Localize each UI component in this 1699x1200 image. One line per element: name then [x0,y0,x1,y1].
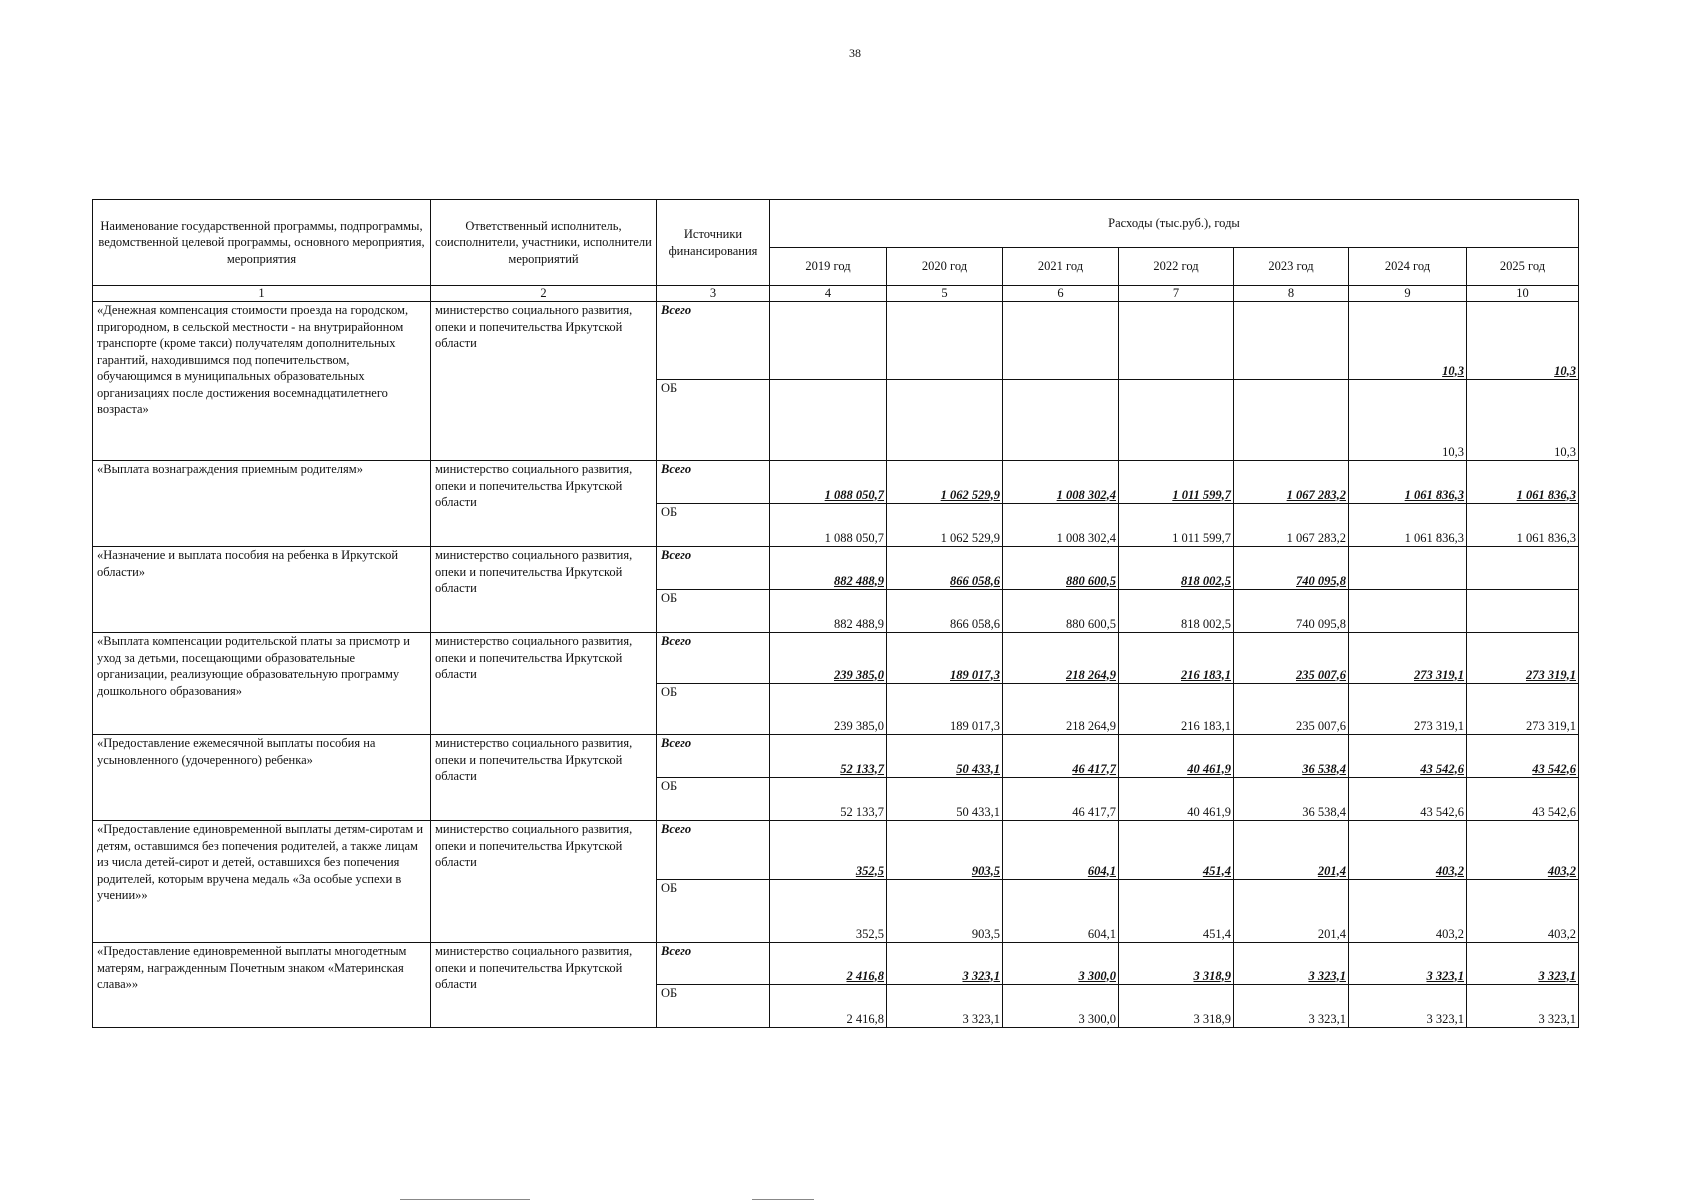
ob-value-cell: 3 300,0 [1003,985,1119,1028]
header-program-name: Наименование государственной программы, подпрограммы, ведомственной целевой программы, основного мероприятия, мероприятия [93,200,431,286]
total-value-cell: 403,2 [1349,821,1467,880]
table-body [93,302,1579,1028]
header-year: 2022 год [1119,248,1234,286]
table-row-total [93,461,1579,504]
ob-value-cell: 50 433,1 [887,778,1003,821]
header-year: 2023 год [1234,248,1349,286]
executor-name: министерство социального развития, опеки и попечительства Иркутской области [431,735,657,821]
source-ob-label: ОБ [657,684,770,735]
ob-value-cell: 880 600,5 [1003,590,1119,633]
source-ob-label: ОБ [657,504,770,547]
ob-value-cell: 43 542,6 [1467,778,1579,821]
ob-value-cell: 189 017,3 [887,684,1003,735]
table-row-total [93,943,1579,985]
total-value-cell [887,302,1003,380]
total-value-cell: 273 319,1 [1349,633,1467,684]
ob-value-cell: 818 002,5 [1119,590,1234,633]
ob-value-cell: 740 095,8 [1234,590,1349,633]
ob-value-cell: 239 385,0 [770,684,887,735]
ob-value-cell: 3 323,1 [1467,985,1579,1028]
column-number: 1 [93,286,431,302]
budget-table [92,199,1579,1028]
total-value-cell: 1 088 050,7 [770,461,887,504]
table-row-total [93,735,1579,778]
total-value-cell: 3 323,1 [887,943,1003,985]
measure-name: «Предоставление ежемесячной выплаты пособия на усыновленного (удочеренного) ребенка» [93,735,431,821]
total-value-cell: 903,5 [887,821,1003,880]
ob-value-cell: 882 488,9 [770,590,887,633]
source-total-label: Всего [657,547,770,590]
total-value-cell [770,302,887,380]
ob-value-cell: 36 538,4 [1234,778,1349,821]
ob-value-cell: 451,4 [1119,880,1234,943]
total-value-cell: 43 542,6 [1349,735,1467,778]
source-ob-label: ОБ [657,590,770,633]
total-value-cell: 10,3 [1349,302,1467,380]
ob-value-cell [1234,380,1349,461]
column-number: 7 [1119,286,1234,302]
ob-value-cell: 903,5 [887,880,1003,943]
source-total-label: Всего [657,461,770,504]
total-value-cell: 1 061 836,3 [1467,461,1579,504]
source-total-label: Всего [657,735,770,778]
total-value-cell: 189 017,3 [887,633,1003,684]
total-value-cell: 740 095,8 [1234,547,1349,590]
total-value-cell: 1 061 836,3 [1349,461,1467,504]
ob-value-cell: 3 323,1 [1234,985,1349,1028]
ob-value-cell: 235 007,6 [1234,684,1349,735]
source-ob-label: ОБ [657,880,770,943]
total-value-cell: 3 323,1 [1234,943,1349,985]
ob-value-cell: 40 461,9 [1119,778,1234,821]
measure-name: «Денежная компенсация стоимости проезда на городском, пригородном, в сельской местности - на внутрирайонном транспорте (кроме такси) получателям дополнительных гарантий, находившимся под попечительством, обучающимся в муниципальных образовательных организациях после достижения восемнадцатилетнего возраста» [93,302,431,461]
header-year: 2020 год [887,248,1003,286]
ob-value-cell [770,380,887,461]
source-ob-label: ОБ [657,380,770,461]
ob-value-cell [1349,590,1467,633]
executor-name: министерство социального развития, опеки и попечительства Иркутской области [431,547,657,633]
header-year: 2024 год [1349,248,1467,286]
source-ob-label: ОБ [657,778,770,821]
source-total-label: Всего [657,943,770,985]
total-value-cell: 40 461,9 [1119,735,1234,778]
header-year: 2021 год [1003,248,1119,286]
total-value-cell: 818 002,5 [1119,547,1234,590]
column-number: 5 [887,286,1003,302]
ob-value-cell: 43 542,6 [1349,778,1467,821]
total-value-cell: 10,3 [1467,302,1579,380]
source-ob-label: ОБ [657,985,770,1028]
total-value-cell: 1 011 599,7 [1119,461,1234,504]
header-expenses: Расходы (тыс.руб.), годы [770,200,1579,248]
total-value-cell [1119,302,1234,380]
column-number: 4 [770,286,887,302]
header-sources: Источники финансирования [657,200,770,286]
ob-value-cell: 201,4 [1234,880,1349,943]
executor-name: министерство социального развития, опеки и попечительства Иркутской области [431,943,657,1028]
total-value-cell: 604,1 [1003,821,1119,880]
column-number: 8 [1234,286,1349,302]
ob-value-cell [1119,380,1234,461]
source-total-label: Всего [657,302,770,380]
column-number-row [93,286,1579,302]
header-year: 2025 год [1467,248,1579,286]
total-value-cell: 46 417,7 [1003,735,1119,778]
page-number: 38 [849,46,861,60]
total-value-cell: 216 183,1 [1119,633,1234,684]
total-value-cell: 1 067 283,2 [1234,461,1349,504]
header-executor: Ответственный исполнитель, соисполнители, участники, исполнители мероприятий [431,200,657,286]
total-value-cell: 52 133,7 [770,735,887,778]
total-value-cell: 235 007,6 [1234,633,1349,684]
ob-value-cell: 1 008 302,4 [1003,504,1119,547]
table-row-total [93,547,1579,590]
ob-value-cell: 3 318,9 [1119,985,1234,1028]
total-value-cell: 43 542,6 [1467,735,1579,778]
total-value-cell [1349,547,1467,590]
ob-value-cell: 216 183,1 [1119,684,1234,735]
total-value-cell: 218 264,9 [1003,633,1119,684]
total-value-cell: 882 488,9 [770,547,887,590]
ob-value-cell: 866 058,6 [887,590,1003,633]
ob-value-cell: 273 319,1 [1349,684,1467,735]
measure-name: «Выплата вознаграждения приемным родителям» [93,461,431,547]
column-number: 10 [1467,286,1579,302]
total-value-cell: 866 058,6 [887,547,1003,590]
executor-name: министерство социального развития, опеки и попечительства Иркутской области [431,633,657,735]
total-value-cell: 3 323,1 [1467,943,1579,985]
total-value-cell: 880 600,5 [1003,547,1119,590]
table-row-total [93,302,1579,380]
total-value-cell: 3 300,0 [1003,943,1119,985]
total-value-cell: 273 319,1 [1467,633,1579,684]
total-value-cell: 50 433,1 [887,735,1003,778]
table-row-total [93,821,1579,880]
measure-name: «Предоставление единовременной выплаты многодетным матерям, награжденным Почетным знаком «Материнская слава»» [93,943,431,1028]
ob-value-cell: 1 067 283,2 [1234,504,1349,547]
ob-value-cell: 3 323,1 [887,985,1003,1028]
ob-value-cell: 10,3 [1467,380,1579,461]
source-total-label: Всего [657,821,770,880]
ob-value-cell: 403,2 [1349,880,1467,943]
header-year: 2019 год [770,248,887,286]
ob-value-cell: 3 323,1 [1349,985,1467,1028]
table-row-total [93,633,1579,684]
total-value-cell: 403,2 [1467,821,1579,880]
total-value-cell [1003,302,1119,380]
executor-name: министерство социального развития, опеки и попечительства Иркутской области [431,821,657,943]
total-value-cell: 239 385,0 [770,633,887,684]
executor-name: министерство социального развития, опеки и попечительства Иркутской области [431,461,657,547]
executor-name: министерство социального развития, опеки и попечительства Иркутской области [431,302,657,461]
ob-value-cell: 1 061 836,3 [1467,504,1579,547]
total-value-cell: 1 008 302,4 [1003,461,1119,504]
total-value-cell: 3 323,1 [1349,943,1467,985]
ob-value-cell: 1 088 050,7 [770,504,887,547]
total-value-cell [1234,302,1349,380]
ob-value-cell [887,380,1003,461]
ob-value-cell [1467,590,1579,633]
total-value-cell: 201,4 [1234,821,1349,880]
ob-value-cell: 218 264,9 [1003,684,1119,735]
measure-name: «Предоставление единовременной выплаты детям-сиротам и детям, оставшимся без попечения родителей, а также лицам из числа детей-сирот и детей, оставшихся без попечения родителей, которым вручена медаль «За особые успехи в учении»» [93,821,431,943]
total-value-cell: 2 416,8 [770,943,887,985]
ob-value-cell: 1 011 599,7 [1119,504,1234,547]
ob-value-cell: 2 416,8 [770,985,887,1028]
ob-value-cell: 403,2 [1467,880,1579,943]
ob-value-cell: 52 133,7 [770,778,887,821]
table-header [93,200,1579,302]
total-value-cell: 352,5 [770,821,887,880]
ob-value-cell [1003,380,1119,461]
column-number: 2 [431,286,657,302]
measure-name: «Выплата компенсации родительской платы за присмотр и уход за детьми, посещающими образовательные организации, реализующие образовательную программу дошкольного образования» [93,633,431,735]
total-value-cell: 3 318,9 [1119,943,1234,985]
measure-name: «Назначение и выплата пособия на ребенка в Иркутской области» [93,547,431,633]
total-value-cell: 1 062 529,9 [887,461,1003,504]
total-value-cell: 36 538,4 [1234,735,1349,778]
ob-value-cell: 273 319,1 [1467,684,1579,735]
source-total-label: Всего [657,633,770,684]
column-number: 3 [657,286,770,302]
ob-value-cell: 1 061 836,3 [1349,504,1467,547]
total-value-cell: 451,4 [1119,821,1234,880]
ob-value-cell: 352,5 [770,880,887,943]
ob-value-cell: 46 417,7 [1003,778,1119,821]
ob-value-cell: 1 062 529,9 [887,504,1003,547]
total-value-cell [1467,547,1579,590]
column-number: 9 [1349,286,1467,302]
column-number: 6 [1003,286,1119,302]
ob-value-cell: 10,3 [1349,380,1467,461]
ob-value-cell: 604,1 [1003,880,1119,943]
